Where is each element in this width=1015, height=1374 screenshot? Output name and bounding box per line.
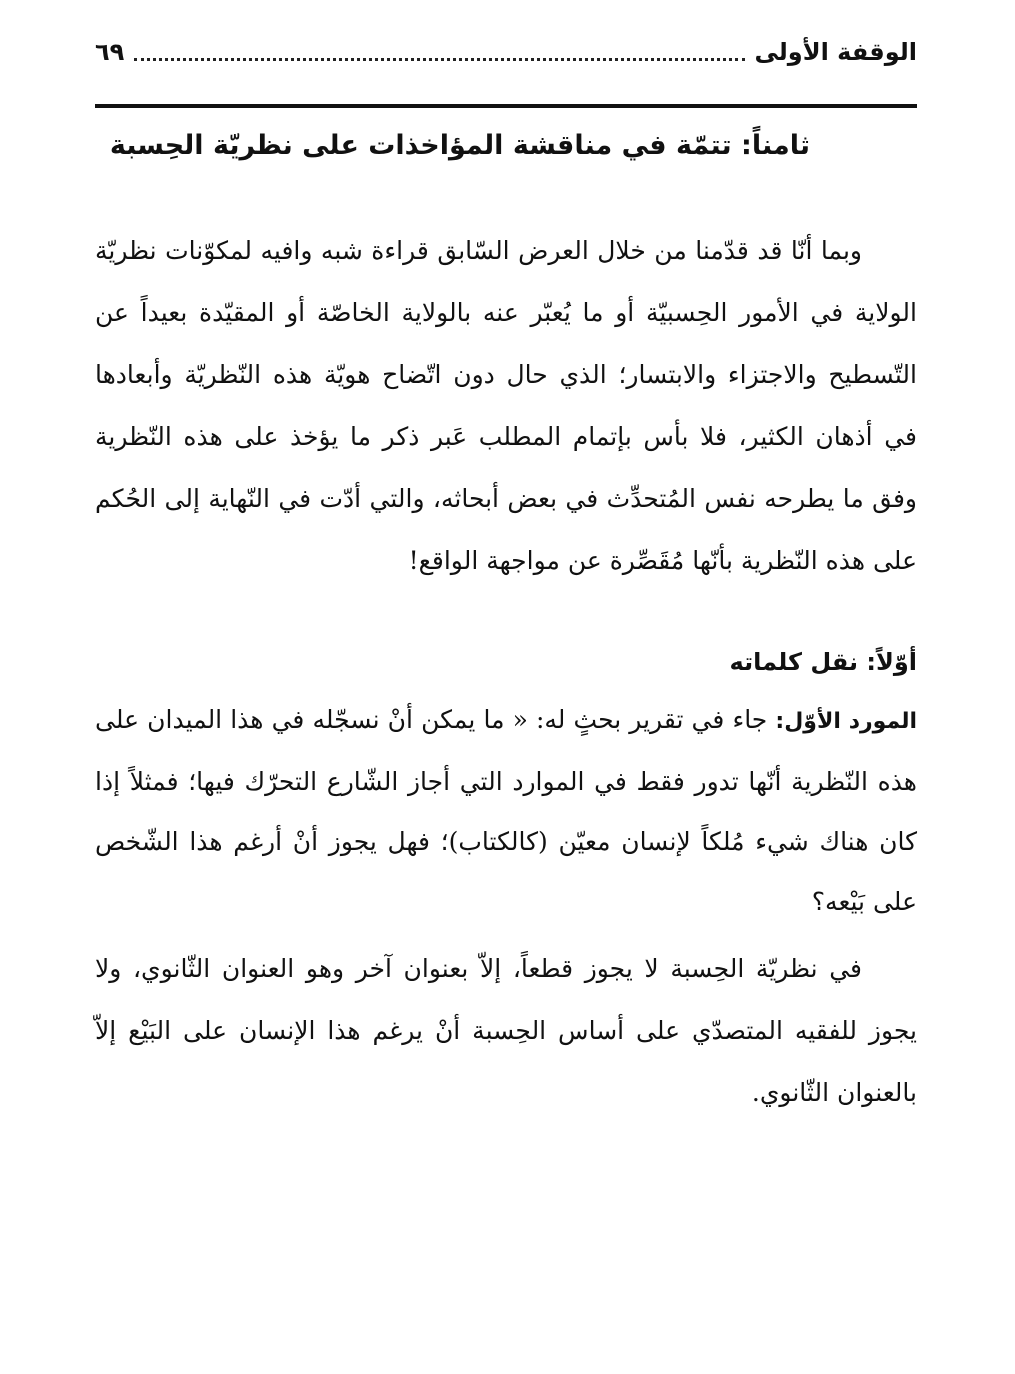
header-dotted-leader [134, 44, 744, 61]
paragraph-first-source [95, 690, 917, 932]
first-source-label: المورد الأوّل: [775, 709, 917, 734]
header-chapter-title: الوقفة الأولى [754, 38, 917, 66]
running-header [95, 30, 917, 74]
section-heading: ثامناً: تتمّة في مناقشة المؤاخذات على نظريّة الحِسبة [109, 130, 810, 161]
first-source-text: جاء في تقرير بحثٍ له: « ما يمكن أنْ نسجّله في هذا الميدان على هذه النّظرية أنّها تدور فقط في الموارد التي أجاز الشّارع التحرّك فيها؛ فمثلاً إذا كان هناك شيء مُلكاً لإنسان معيّن (كالكتاب)؛ فهل يجوز أنْ أرغم هذا الشّخص على بَيْعه؟ [95, 705, 917, 916]
header-divider [95, 104, 917, 108]
paragraph-intro: وبما أنّا قد قدّمنا من خلال العرض السّابق قراءة شبه وافيه لمكوّنات نظريّة الولاية في الأمور الحِسبيّة أو ما يُعبّر عنه بالولاية الخاصّة أو المقيّدة بعيداً عن التّسطيح والاجتزاء والابتسار؛ الذي حال دون اتّضاح هويّة هذه النّظريّة وأبعادها في أذهان الكثير، فلا بأس بإتمام المطلب عَبر ذكر ما يؤخذ على هذه النّظرية وفق ما يطرحه نفس المُتحدِّث في بعض أبحاثه، والتي أدّت في النّهاية إلى الحُكم على هذه النّظرية بأنّها مُقَصِّرة عن مواجهة الواقع! [95, 236, 917, 575]
paragraph-hisba-answer: في نظريّة الحِسبة لا يجوز قطعاً، إلاّ بعنوان آخر وهو العنوان الثّانوي، ولا يجوز للفقيه المتصدّي على أساس الحِسبة أنْ يرغم هذا الإنسان على البَيْع إلاّ بالعنوان الثّانوي. [95, 954, 917, 1107]
subheading-quotes: أوّلاً: نقل كلماته [729, 648, 917, 676]
page-number: ٦٩ [95, 38, 125, 66]
